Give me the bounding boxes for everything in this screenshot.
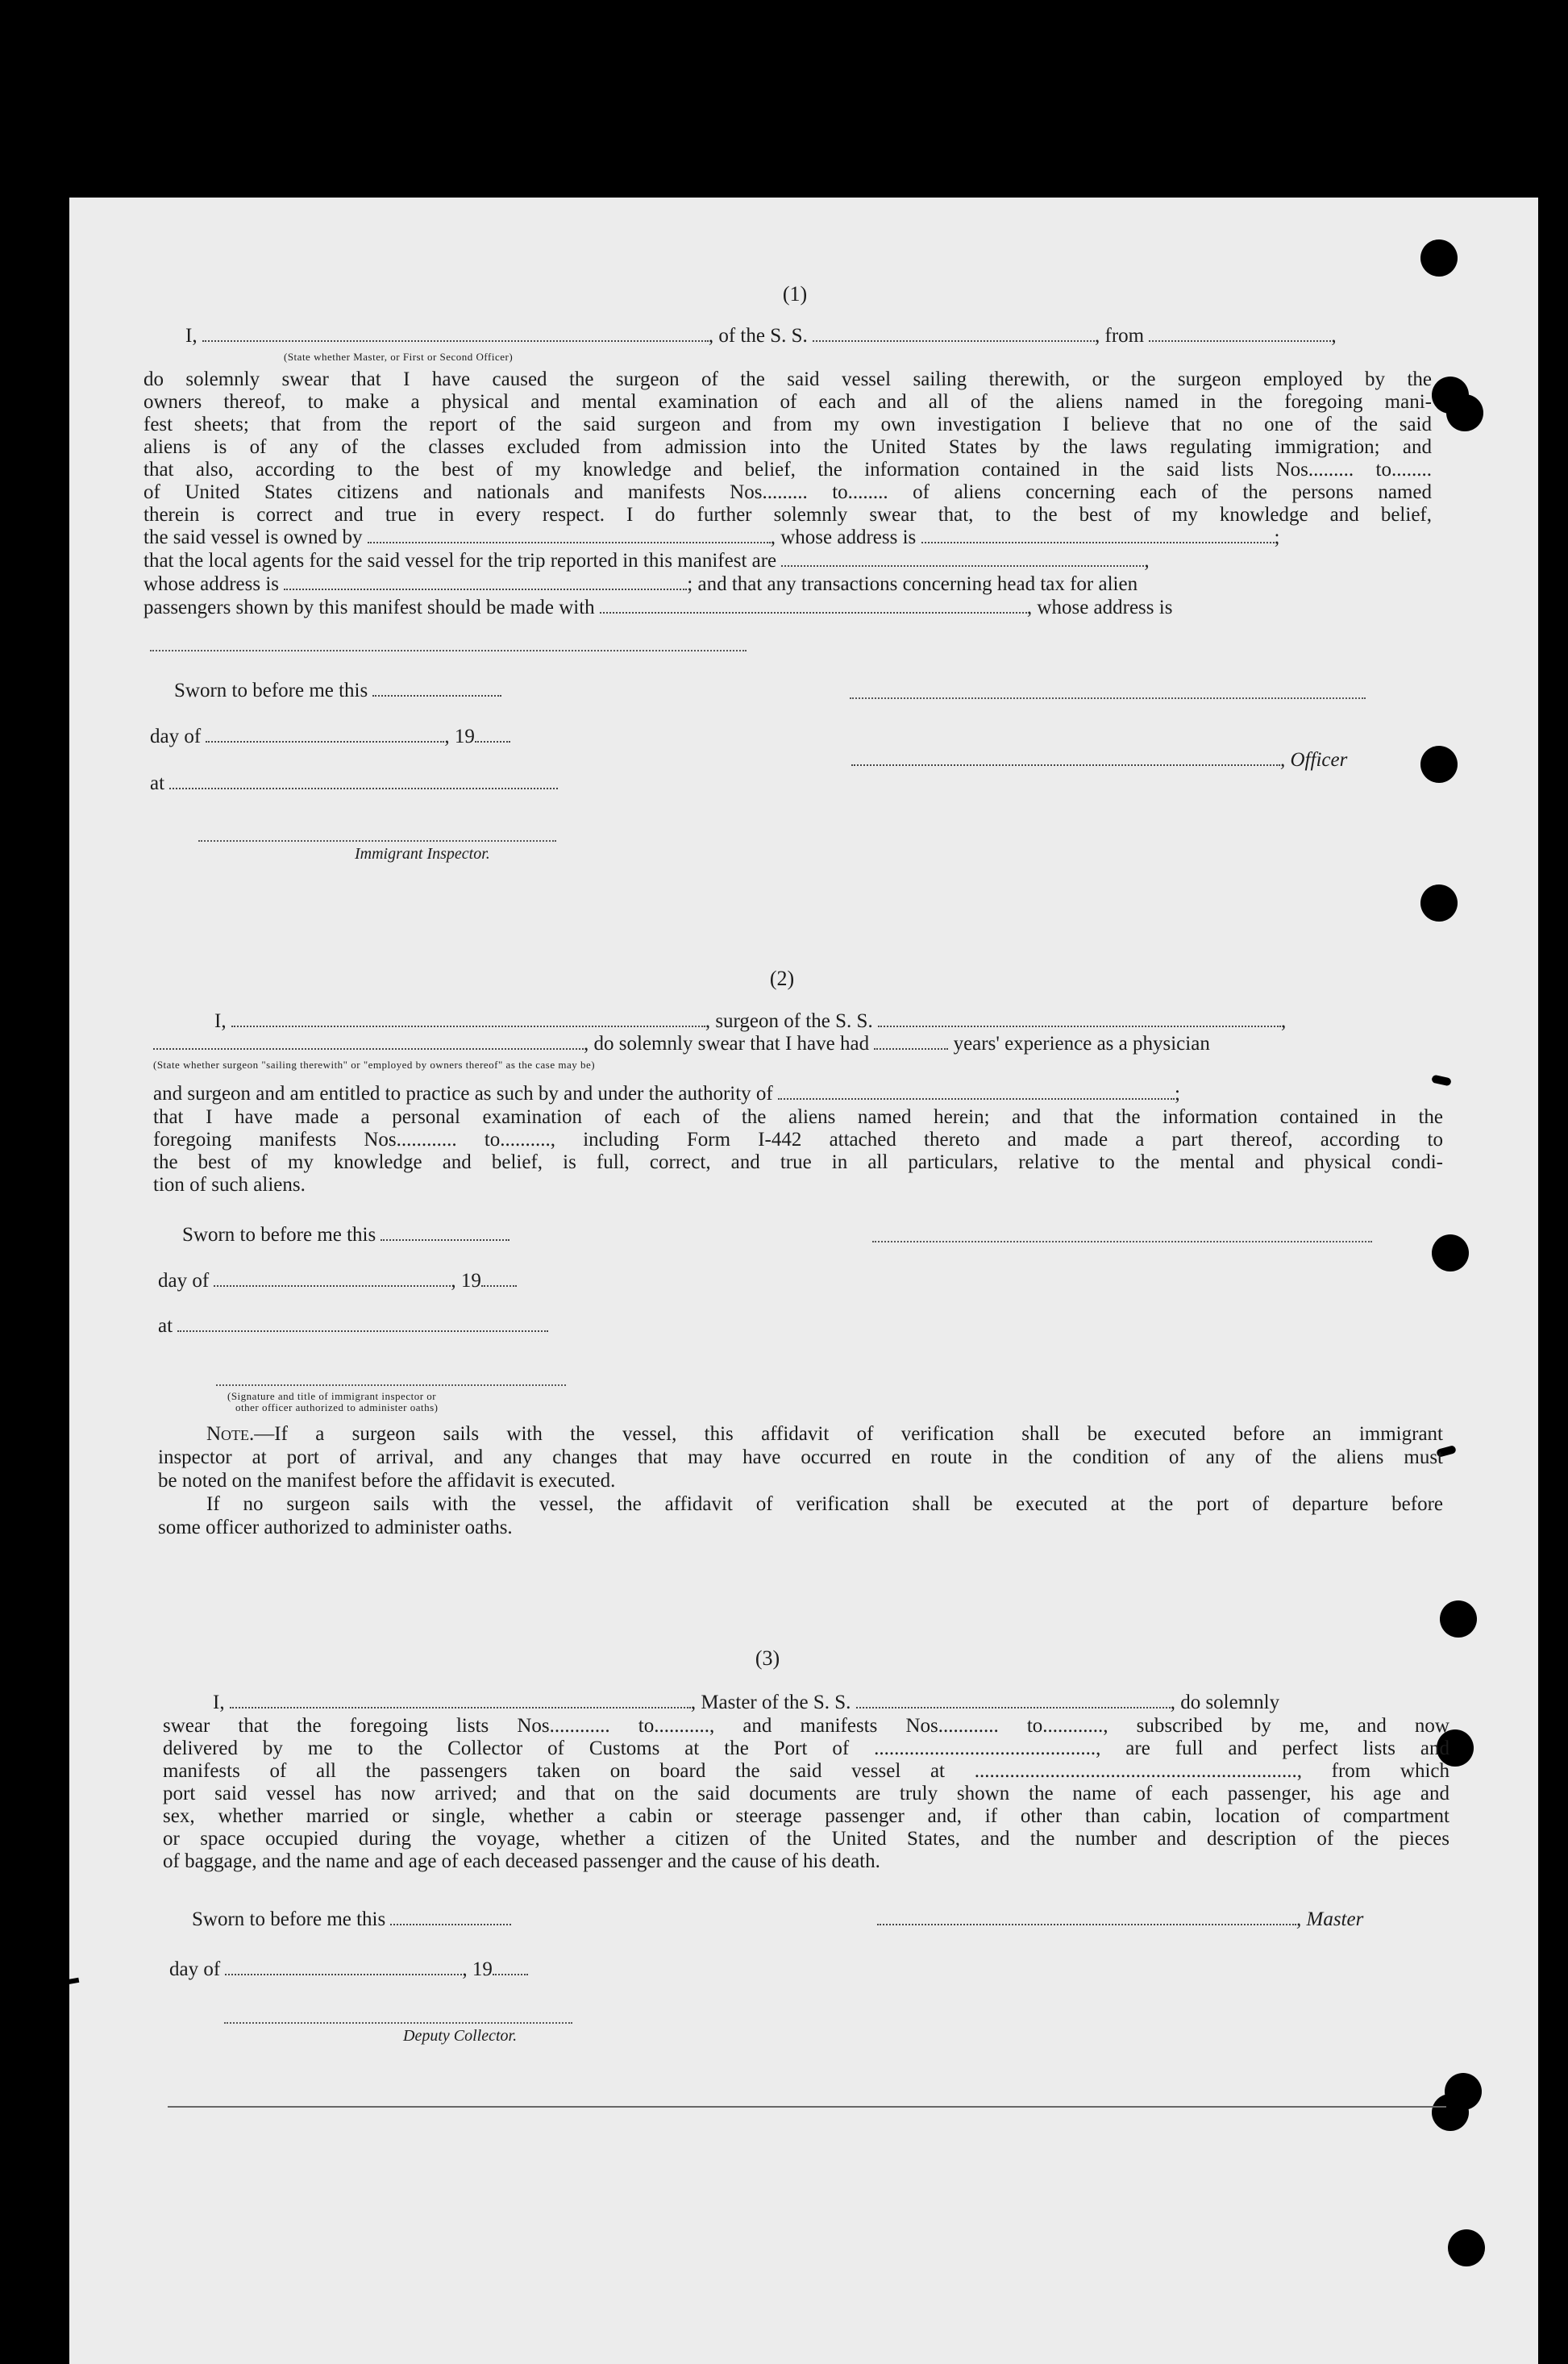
s3-master-line: , Master <box>877 1908 1363 1931</box>
form-page <box>69 198 1538 2364</box>
punch-hole <box>1420 884 1458 922</box>
master-name-field[interactable] <box>230 1706 691 1708</box>
s1-signature-line[interactable] <box>850 697 1366 699</box>
head-tax-field[interactable] <box>600 611 1027 614</box>
s2-sworn-label: Sworn to before me this <box>182 1224 509 1247</box>
s2-note-line-1: Note.—If a surgeon sails with the vessel, this affidavit of verification shall be executed before an immigrant <box>206 1423 1443 1445</box>
s2-at-field[interactable] <box>177 1330 548 1332</box>
s2-note-line-2: inspector at port of arrival, and any changes that may have occurred en route in the condition of any of the aliens must <box>158 1446 1443 1468</box>
authority-field[interactable] <box>778 1097 1175 1100</box>
s1-whose-line: whose address is ; and that any transactions concerning head tax for alien <box>143 573 1138 595</box>
s1-officer-line: , Officer <box>851 749 1347 772</box>
section-1-number: (1) <box>782 282 808 306</box>
ink-mark <box>1431 1075 1452 1087</box>
s1-inspector-signature-line[interactable] <box>198 840 556 842</box>
s2-caption: (State whether surgeon "sailing therewith" or "employed by owners thereof" as the case may be) <box>153 1059 596 1071</box>
s3-sworn-date-field[interactable] <box>390 1923 511 1925</box>
s1-sworn-date-field[interactable] <box>372 694 501 697</box>
ink-mark <box>58 1978 80 1986</box>
s1-sworn-label: Sworn to before me this <box>174 680 501 702</box>
s3-day-field[interactable] <box>225 1973 462 1975</box>
s1-officer-signature-field[interactable] <box>851 764 1280 766</box>
head-tax-address-field[interactable] <box>150 650 747 651</box>
agents-address-field[interactable] <box>284 588 687 590</box>
s1-inspector-caption: Immigrant Inspector. <box>355 845 490 863</box>
years-experience-field[interactable] <box>874 1047 948 1050</box>
s2-line-2: , do solemnly swear that I have had years' experience as a physician <box>153 1033 1210 1055</box>
from-port-field[interactable] <box>1149 339 1331 342</box>
s2-day-label: day of , 19 <box>158 1270 517 1292</box>
punch-hole <box>1448 2229 1485 2266</box>
s2-year-field[interactable] <box>481 1284 517 1287</box>
surgeon-name-field[interactable] <box>231 1025 705 1027</box>
s2-day-field[interactable] <box>214 1284 451 1287</box>
s2-note2-line-2: some officer authorized to administer oaths. <box>158 1517 513 1538</box>
s2-oath-paragraph: that I have made a personal examination of each of the aliens named herein; and that the information contained in the foregoing manifests Nos............ to.........., including Form I-442 attached thereto and made a part thereof, according to the best of my knowledge and belief, is full, correct, and true in all particulars, relative to the mental and physical condi- tion of such aliens. <box>153 1106 1443 1196</box>
s2-inspector-signature-line[interactable] <box>216 1384 566 1386</box>
officer-name-field[interactable] <box>202 339 709 342</box>
surgeon-status-field[interactable] <box>153 1047 584 1050</box>
vessel-name-field[interactable] <box>813 339 1095 342</box>
note-label: Note. <box>206 1423 255 1445</box>
punch-hole <box>1440 1600 1477 1638</box>
s1-owner-line: the said vessel is owned by , whose address is ; <box>143 526 1280 548</box>
owner-field[interactable] <box>368 541 771 543</box>
s2-sig-caption-2: other officer authorized to administer oaths) <box>235 1401 439 1413</box>
s3-deputy-signature-line[interactable] <box>224 2022 572 2024</box>
s3-master-signature-field[interactable] <box>877 1923 1296 1925</box>
s2-sig-caption-1: (Signature and title of immigrant inspector or <box>227 1390 437 1402</box>
s3-vessel-field[interactable] <box>856 1706 1171 1708</box>
section-2-number: (2) <box>769 967 795 990</box>
punch-hole <box>1420 746 1458 783</box>
s1-agents-line: that the local agents for the said vessel for the trip reported in this manifest are , <box>143 550 1150 572</box>
s1-passengers-line: passengers shown by this manifest should be made with , whose address is <box>143 597 1173 618</box>
s3-oath-paragraph: swear that the foregoing lists Nos............ to..........., and manifests Nos............ to............, subscribed by me, and now delivered by me to the Collector of Customs at the Port of ............................................, are full and perfect lists and manifests of all the passengers taken on board the said vessel at ................................................................, from which port said vessel has now arrived; and that on the said documents are truly shown the name of each passenger, his age and sex, whether married or single, whether a cabin or steerage passenger and, if other than cabin, location of compartment or space occupied during the voyage, whether a citizen of the United States, and the number and description of the pieces of baggage, and the name and age of each deceased passenger and the cause of his death. <box>163 1715 1449 1872</box>
s2-note-line-3: be noted on the manifest before the affidavit is executed. <box>158 1470 616 1492</box>
s1-at-field[interactable] <box>169 787 558 789</box>
punch-hole <box>1446 394 1483 431</box>
s2-note2-line-1: If no surgeon sails with the vessel, the affidavit of verification shall be executed at the port of departure before <box>206 1493 1443 1515</box>
s3-line-1: I, , Master of the S. S. , do solemnly <box>213 1692 1280 1713</box>
s1-day-field[interactable] <box>206 740 444 743</box>
punch-hole <box>1432 2094 1469 2131</box>
agents-field[interactable] <box>781 564 1144 567</box>
punch-hole <box>1420 239 1458 277</box>
s2-vessel-field[interactable] <box>878 1025 1281 1027</box>
s1-year-field[interactable] <box>475 740 510 743</box>
s3-day-label: day of , 19 <box>169 1958 528 1981</box>
s2-line-3: and surgeon and am entitled to practice as such by and under the authority of ; <box>153 1083 1180 1105</box>
s1-oath-line: I, , of the S. S. , from , <box>185 325 1337 347</box>
s3-deputy-caption: Deputy Collector. <box>403 2027 518 2045</box>
punch-hole <box>1432 1234 1469 1271</box>
owner-address-field[interactable] <box>921 541 1275 543</box>
s2-signature-line[interactable] <box>872 1241 1372 1242</box>
s1-at-label: at <box>150 772 558 795</box>
s1-oath-paragraph: do solemnly swear that I have caused the surgeon of the said vessel sailing therewith, or the surgeon employed by the owners thereof, to make a physical and mental examination of each and all of the aliens named in the foregoing mani- fest sheets; that from the report of the said surgeon and from my own investigation I believe that no one of the said aliens is of any of the classes excluded from admission into the United States by the laws regulating immigration; and that also, according to the best of my knowledge and belief, the information contained in the said lists Nos......... to........ of United States citizens and nationals and manifests Nos......... to........ of aliens concerning each of the persons named therein is correct and true in every respect. I do further solemnly swear that, to the best of my knowledge and belief, <box>143 368 1432 526</box>
s3-year-field[interactable] <box>493 1973 528 1975</box>
s1-day-label: day of , 19 <box>150 726 510 748</box>
s2-sworn-date-field[interactable] <box>381 1238 509 1241</box>
s1-caption: (State whether Master, or First or Second Officer) <box>284 351 514 363</box>
bottom-rule <box>168 2106 1446 2108</box>
s2-at-label: at <box>158 1315 548 1338</box>
s2-line-1: I, , surgeon of the S. S. , <box>214 1010 1287 1032</box>
s3-sworn-label: Sworn to before me this <box>192 1908 511 1931</box>
section-3-number: (3) <box>755 1646 780 1670</box>
